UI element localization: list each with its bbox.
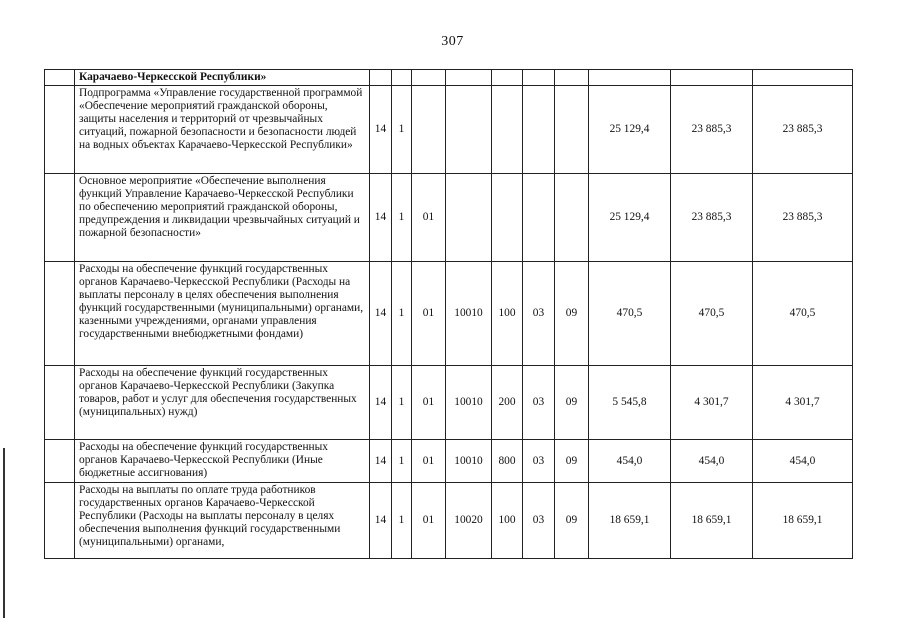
code-cell-c4: 10010 <box>446 262 492 366</box>
code-cell-c3: 01 <box>412 483 446 559</box>
code-cell-c4: 10010 <box>446 440 492 483</box>
amount-cell-v3: 4 301,7 <box>753 366 853 440</box>
row-number-cell <box>45 483 75 559</box>
scan-edge-mark <box>3 448 5 618</box>
amount-cell-v1 <box>589 70 671 86</box>
amount-cell-v2: 470,5 <box>671 262 753 366</box>
table-row <box>45 483 853 559</box>
row-name-cell: Карачаево-Черкесской Республики» <box>75 70 370 86</box>
amount-cell-v1: 25 129,4 <box>589 174 671 262</box>
code-cell-c1: 14 <box>370 366 392 440</box>
row-number-cell <box>45 86 75 174</box>
code-cell-c1: 14 <box>370 262 392 366</box>
amount-cell-v3: 18 659,1 <box>753 483 853 559</box>
code-cell-c5: 800 <box>492 440 523 483</box>
amount-cell-v1: 470,5 <box>589 262 671 366</box>
code-cell-c5: 100 <box>492 262 523 366</box>
code-cell-c7: 09 <box>555 262 589 366</box>
row-number-cell <box>45 262 75 366</box>
code-cell-c3 <box>412 86 446 174</box>
code-cell-c5: 100 <box>492 483 523 559</box>
row-name-cell: Подпрограмма «Управление государственной программой «Обеспечение мероприятий гражданской обороны, защиты населения и территорий от чрезвычайных ситуаций, пожарной безопасности и безопасности людей на водных объектах Карачаево-Черкесской Республики» <box>75 86 370 174</box>
amount-cell-v1: 25 129,4 <box>589 86 671 174</box>
amount-cell-v3: 23 885,3 <box>753 86 853 174</box>
amount-cell-v2: 454,0 <box>671 440 753 483</box>
table-row <box>45 70 853 86</box>
row-number-cell <box>45 366 75 440</box>
row-number-cell <box>45 70 75 86</box>
amount-cell-v2: 23 885,3 <box>671 86 753 174</box>
row-number-cell <box>45 174 75 262</box>
row-number-cell <box>45 440 75 483</box>
code-cell-c3: 01 <box>412 174 446 262</box>
amount-cell-v2: 4 301,7 <box>671 366 753 440</box>
amount-cell-v3: 454,0 <box>753 440 853 483</box>
table-row <box>45 440 853 483</box>
amount-cell-v1: 18 659,1 <box>589 483 671 559</box>
code-cell-c6 <box>523 86 555 174</box>
row-name-cell: Расходы на обеспечение функций государственных органов Карачаево-Черкесской Республики (Расходы на выплаты персоналу в целях обеспечения выполнения функций государственными (муниципальными) органами, казенными учреждениями, органами управления государственными внебюджетными фондами) <box>75 262 370 366</box>
table-row <box>45 366 853 440</box>
code-cell-c4 <box>446 70 492 86</box>
code-cell-c7 <box>555 70 589 86</box>
code-cell-c4: 10020 <box>446 483 492 559</box>
amount-cell-v1: 454,0 <box>589 440 671 483</box>
code-cell-c6: 03 <box>523 483 555 559</box>
budget-table <box>44 69 853 559</box>
code-cell-c7: 09 <box>555 366 589 440</box>
code-cell-c2: 1 <box>392 366 412 440</box>
code-cell-c2 <box>392 70 412 86</box>
code-cell-c1: 14 <box>370 86 392 174</box>
amount-cell-v3: 470,5 <box>753 262 853 366</box>
code-cell-c5 <box>492 86 523 174</box>
amount-cell-v2 <box>671 70 753 86</box>
code-cell-c7: 09 <box>555 483 589 559</box>
row-name-cell: Расходы на обеспечение функций государственных органов Карачаево-Черкесской Республики (Закупка товаров, работ и услуг для обеспечения государственных (муниципальных) нужд) <box>75 366 370 440</box>
code-cell-c2: 1 <box>392 440 412 483</box>
code-cell-c5: 200 <box>492 366 523 440</box>
code-cell-c1: 14 <box>370 483 392 559</box>
code-cell-c5 <box>492 174 523 262</box>
code-cell-c4: 10010 <box>446 366 492 440</box>
code-cell-c3: 01 <box>412 440 446 483</box>
code-cell-c6 <box>523 174 555 262</box>
code-cell-c1 <box>370 70 392 86</box>
code-cell-c3: 01 <box>412 262 446 366</box>
amount-cell-v3: 23 885,3 <box>753 174 853 262</box>
amount-cell-v3 <box>753 70 853 86</box>
table-row <box>45 262 853 366</box>
code-cell-c6: 03 <box>523 262 555 366</box>
row-name-cell: Расходы на выплаты по оплате труда работников государственных органов Карачаево-Черкесской Республики (Расходы на выплаты персоналу в целях обеспечения выполнения функций государственными (муниципальными) органами, <box>75 483 370 559</box>
code-cell-c6 <box>523 70 555 86</box>
amount-cell-v1: 5 545,8 <box>589 366 671 440</box>
code-cell-c2: 1 <box>392 174 412 262</box>
code-cell-c1: 14 <box>370 440 392 483</box>
code-cell-c2: 1 <box>392 86 412 174</box>
code-cell-c2: 1 <box>392 483 412 559</box>
code-cell-c7 <box>555 174 589 262</box>
code-cell-c4 <box>446 86 492 174</box>
code-cell-c3: 01 <box>412 366 446 440</box>
code-cell-c2: 1 <box>392 262 412 366</box>
code-cell-c6: 03 <box>523 366 555 440</box>
code-cell-c3 <box>412 70 446 86</box>
row-name-cell: Основное мероприятие «Обеспечение выполнения функций Управление Карачаево-Черкесской Республики по обеспечению мероприятий гражданской обороны, предупреждения и ликвидации чрезвычайных ситуаций и пожарной безопасности» <box>75 174 370 262</box>
row-name-cell: Расходы на обеспечение функций государственных органов Карачаево-Черкесской Республики (Иные бюджетные ассигнования) <box>75 440 370 483</box>
table-row <box>45 174 853 262</box>
code-cell-c7: 09 <box>555 440 589 483</box>
page-number: 307 <box>441 34 464 49</box>
amount-cell-v2: 23 885,3 <box>671 174 753 262</box>
code-cell-c5 <box>492 70 523 86</box>
amount-cell-v2: 18 659,1 <box>671 483 753 559</box>
table-row <box>45 86 853 174</box>
code-cell-c6: 03 <box>523 440 555 483</box>
code-cell-c1: 14 <box>370 174 392 262</box>
code-cell-c4 <box>446 174 492 262</box>
code-cell-c7 <box>555 86 589 174</box>
